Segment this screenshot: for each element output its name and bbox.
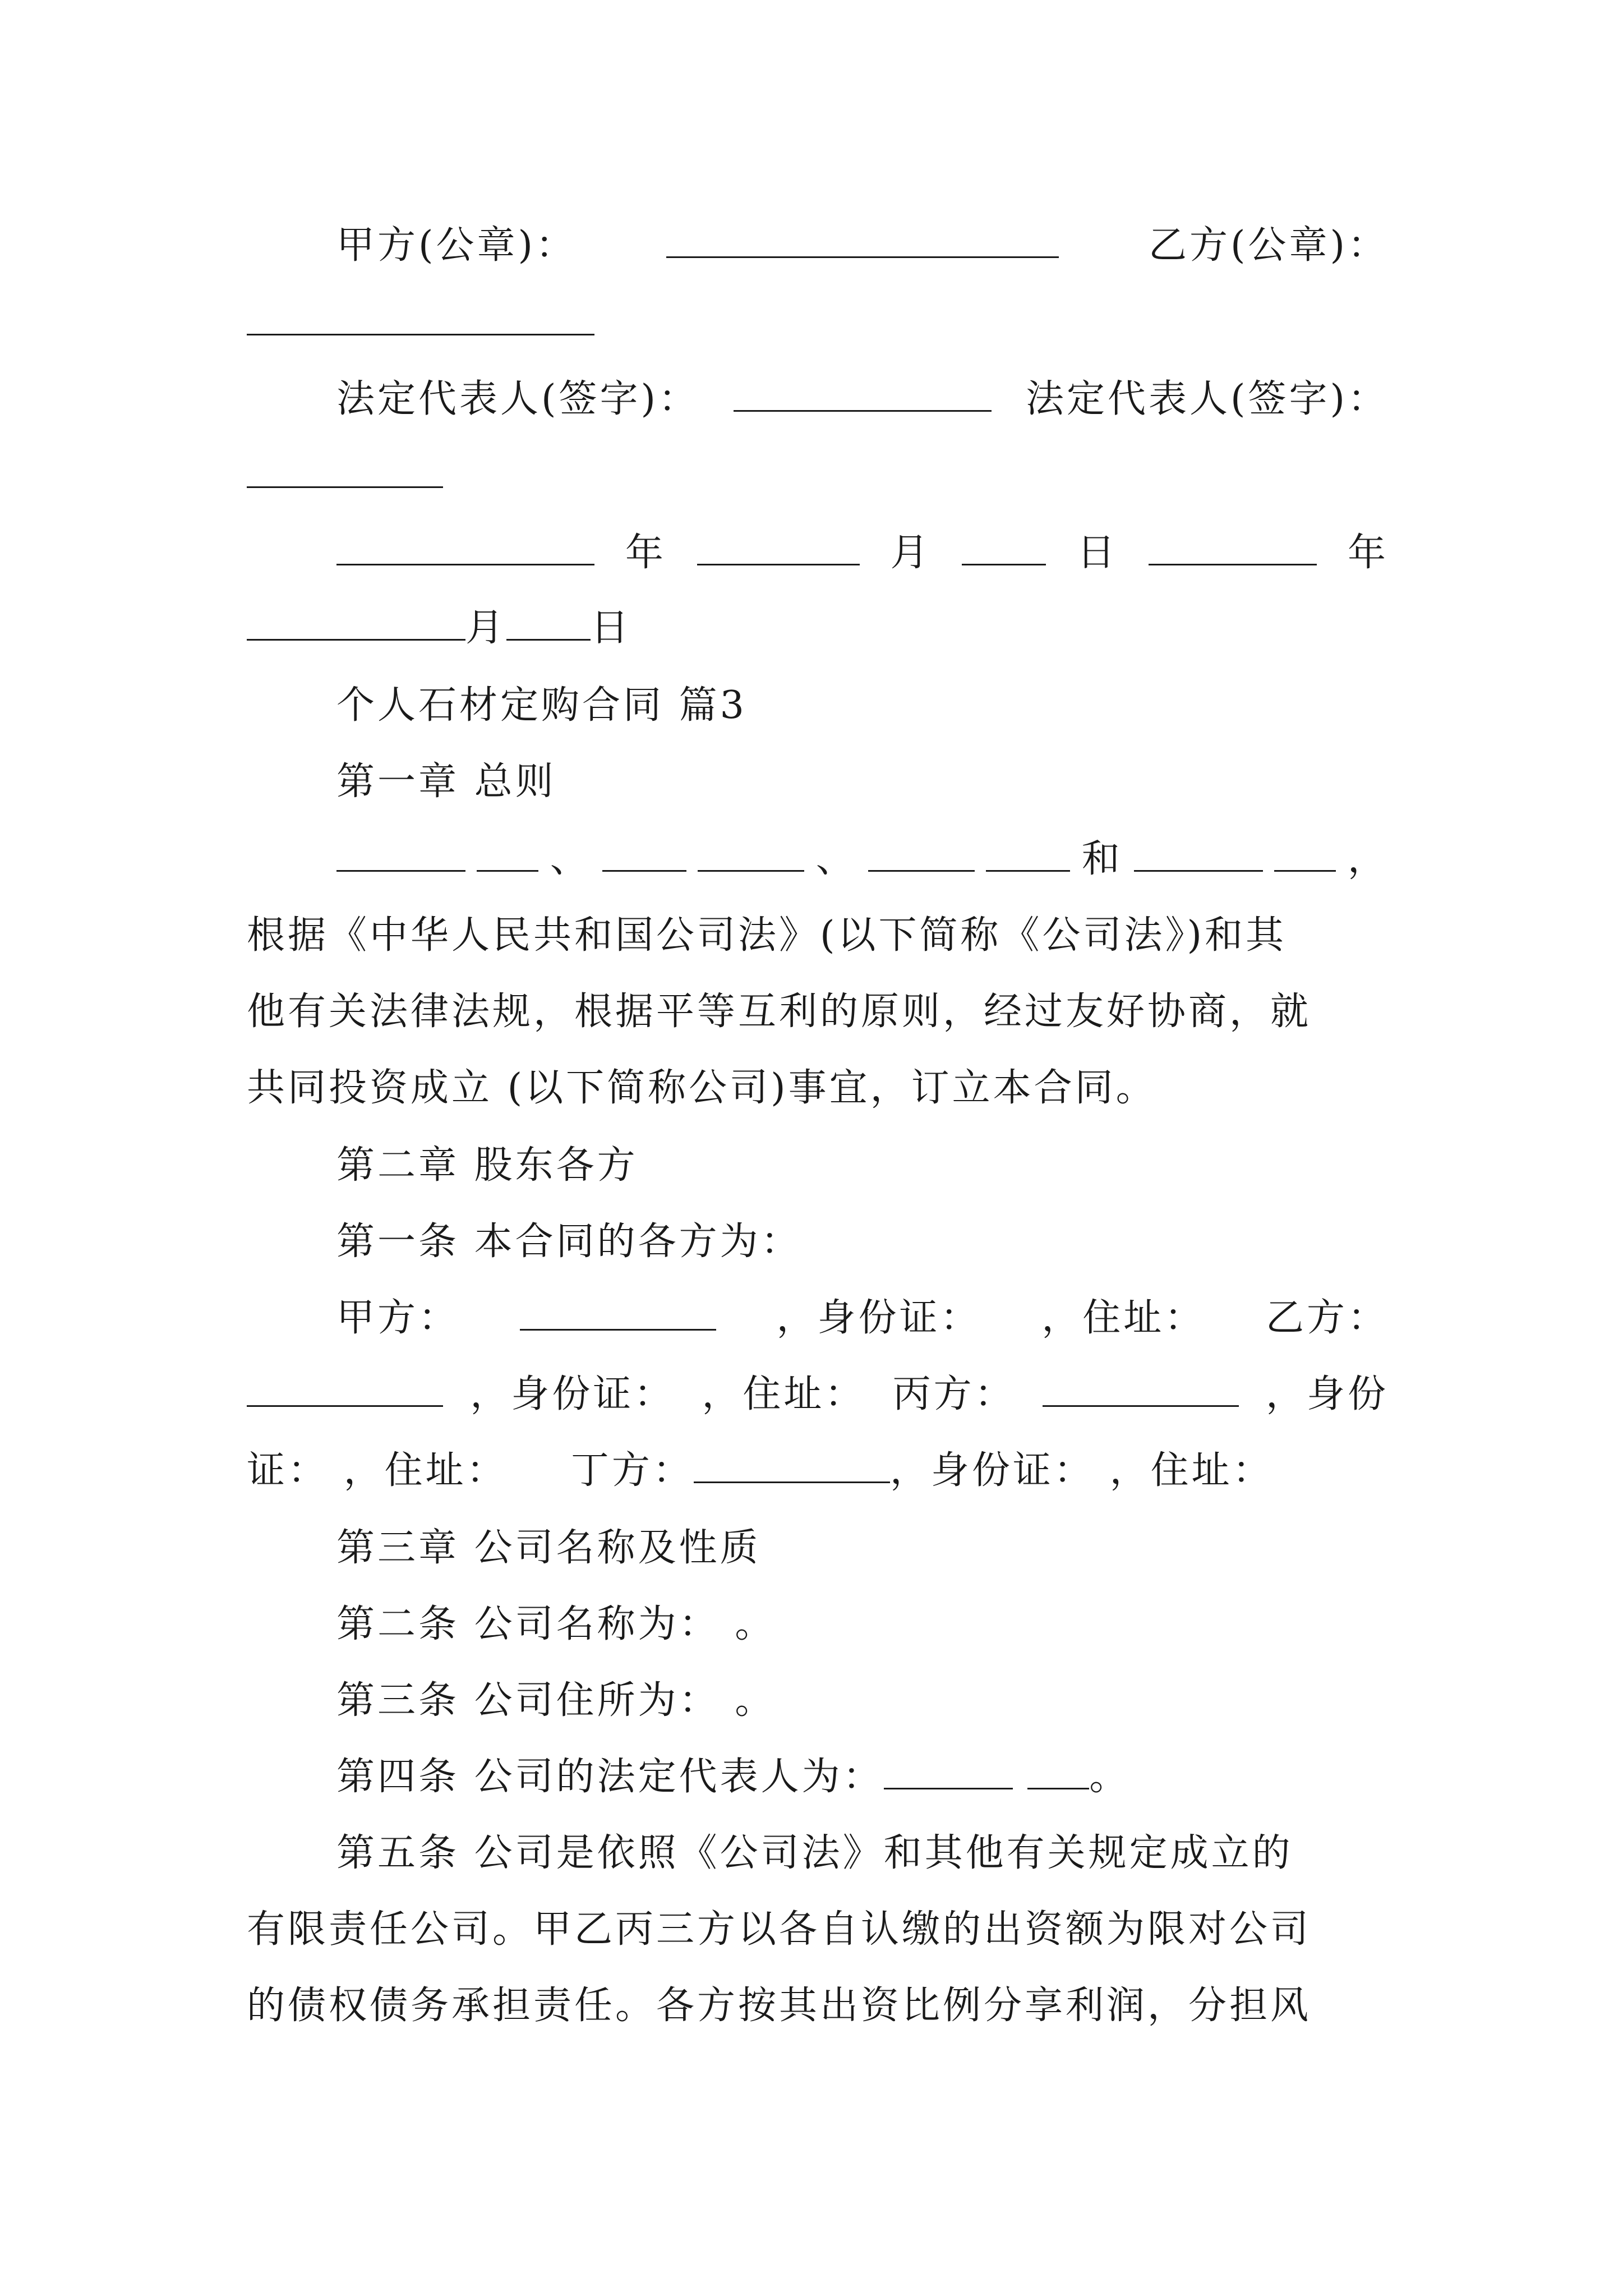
- date-b-day: 日: [591, 606, 632, 650]
- date-a-year-blank: [336, 531, 594, 565]
- party-blank-1: [336, 837, 465, 872]
- party-blank-6: [986, 837, 1070, 872]
- party-blank-5: [868, 837, 975, 872]
- date-continuation: [247, 601, 1389, 655]
- party-blank-7: [1134, 837, 1263, 872]
- date-line: [247, 526, 1389, 580]
- legal-rep-b-blank: [247, 453, 443, 488]
- comma-text: ，: [1347, 837, 1389, 881]
- legal-rep-line: [247, 372, 1389, 426]
- id-label: ，身份证：: [889, 1448, 1095, 1493]
- party-blank-8: [1274, 837, 1336, 872]
- chapter-1-body-line-1: 根据《中华人民共和国公司法》(以下简称《公司法》)和其: [247, 913, 1287, 958]
- separator: 、: [815, 837, 857, 881]
- seal-continuation: [247, 296, 1389, 350]
- date-a-month-blank: [697, 531, 860, 565]
- article-4-label: 第四条 公司的法定代表人为：: [336, 1755, 884, 1799]
- article-5-line-1: 第五条 公司是依照《公司法》和其他有关规定成立的: [336, 1831, 1293, 1875]
- date-b-day-blank: [506, 606, 591, 641]
- party-blank-2: [477, 837, 538, 872]
- article-1-line-2: [247, 1368, 1389, 1421]
- legal-rep-a-blank: [734, 377, 992, 412]
- date-b-year: 年: [1347, 531, 1389, 575]
- date-b-month-blank: [247, 606, 465, 641]
- article-1-title: 第一条 本合同的各方为：: [336, 1220, 802, 1264]
- party-b-seal-label: 乙方(公章)：: [1148, 223, 1389, 268]
- party-a-seal-blank: [666, 223, 1059, 258]
- party-c-label: 丙方：: [892, 1372, 1016, 1416]
- id-label: ，身份证：: [776, 1296, 981, 1340]
- legal-rep-b-label: 法定代表人(签字)：: [1025, 377, 1389, 421]
- id-label-end: 证：: [247, 1448, 329, 1493]
- id-label: ，身份证：: [470, 1372, 675, 1416]
- date-a-year: 年: [625, 531, 666, 575]
- chapter-1-body-line-3: 共同投资成立 (以下简称公司)事宜，订立本合同。: [247, 1066, 1157, 1110]
- article-1-line-3: [247, 1444, 1389, 1498]
- date-a-day-blank: [962, 531, 1046, 565]
- id-label-part: ，身份: [1265, 1372, 1389, 1416]
- address-label: ，住址：: [1041, 1296, 1206, 1340]
- legal-rep-continuation: [247, 449, 1389, 503]
- address-label: ，住址：: [343, 1448, 508, 1493]
- article-5-line-3: 的债权债务承担责任。各方按其出资比例分享利润，分担风: [247, 1984, 1312, 2028]
- legal-rep-blank-1: [884, 1755, 1013, 1789]
- chapter-2-title: 第二章 股东各方: [336, 1143, 638, 1188]
- document-page: [247, 0, 1389, 2296]
- party-a-blank: [520, 1296, 716, 1331]
- party-b-seal-blank: [247, 301, 594, 335]
- article-1-line-1: [247, 1291, 1389, 1345]
- address-label: ，住址：: [702, 1372, 866, 1416]
- legal-rep-a-label: 法定代表人(签字)：: [336, 377, 700, 421]
- date-b-year-blank: [1149, 531, 1317, 565]
- separator: 、: [550, 837, 591, 881]
- seal-line: [247, 219, 1389, 273]
- party-b-blank: [247, 1372, 443, 1407]
- article-4: [247, 1750, 1389, 1804]
- article-5-line-2: 有限责任公司。甲乙丙三方以各自认缴的出资额为限对公司: [247, 1907, 1312, 1952]
- date-b-month: 月: [465, 606, 507, 650]
- party-a-seal-label: 甲方(公章)：: [336, 223, 577, 268]
- date-a-day: 日: [1077, 531, 1118, 575]
- address-label: ，住址：: [1109, 1448, 1274, 1493]
- party-blank-4: [698, 837, 804, 872]
- article-3: 第三条 公司住所为： 。: [336, 1678, 776, 1723]
- party-d-blank: [694, 1448, 890, 1483]
- party-c-blank: [1043, 1372, 1239, 1407]
- party-a-label: 甲方：: [336, 1296, 460, 1340]
- chapter-1-body-line-2: 他有关法律法规，根据平等互利的原则，经过友好协商，就: [247, 990, 1312, 1034]
- party-d-label: 丁方：: [570, 1448, 694, 1493]
- legal-rep-blank-2: [1027, 1755, 1089, 1789]
- chapter-3-title: 第三章 公司名称及性质: [336, 1526, 761, 1570]
- parties-blank-line: [247, 832, 1389, 886]
- party-b-label: 乙方：: [1265, 1296, 1389, 1340]
- party-blank-3: [602, 837, 686, 872]
- article-2: 第二条 公司名称为： 。: [336, 1602, 776, 1646]
- date-a-month: 月: [890, 531, 932, 575]
- and-text: 和: [1081, 837, 1123, 881]
- period: 。: [1089, 1755, 1131, 1799]
- section-title: 个人石材定购合同 篇3: [336, 683, 747, 728]
- chapter-1-title: 第一章 总则: [336, 760, 556, 804]
